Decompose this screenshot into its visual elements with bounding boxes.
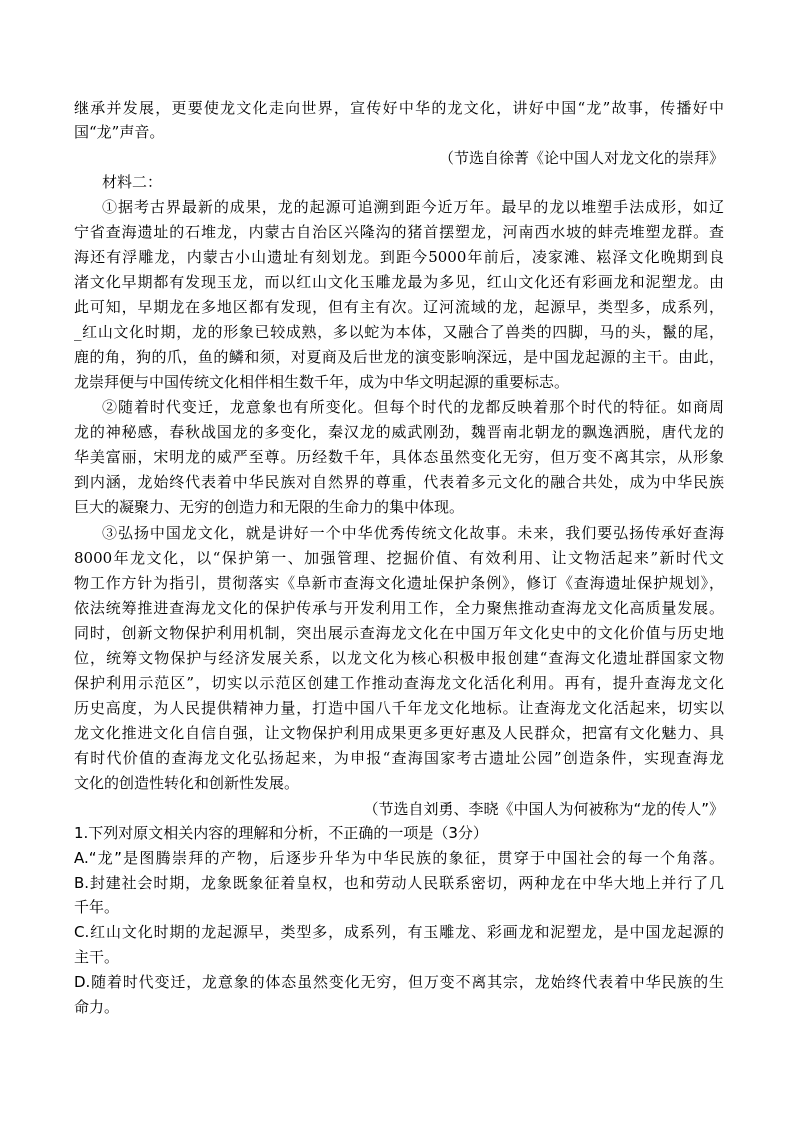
paragraph-line: 龙的神秘感，春秋战国龙的多变化，秦汉龙的威武刚劲，魏晋南北朝龙的飘逸洒脱，唐代龙的	[74, 423, 724, 441]
paragraph-line: 华美富丽，宋明龙的威严至尊。历经数千年，具体态虽然变化无穷，但万变不离其宗，从形象	[74, 448, 724, 466]
paragraph-line: ②随着时代变迁，龙意象也有所变化。但每个时代的龙都反映着那个时代的特征。如商周	[102, 398, 724, 416]
option-c-cont: 主干。	[74, 948, 120, 966]
paragraph-line: 鹿的角，狗的爪，鱼的鳞和须，对夏商及后世龙的演变影响深远，是中国龙起源的主干。由此，	[74, 348, 724, 366]
source-citation: （节选自刘勇、李晓《中国人为何被称为“龙的传人”》	[363, 800, 724, 818]
intro-line: 国“龙”声音。	[74, 123, 165, 141]
paragraph-line: 海还有浮雕龙，内蒙古小山遗址有刻划龙。到距今5000年前后，凌家滩、崧泽文化晚期到良	[74, 248, 724, 266]
paragraph-line: 文化的创造性转化和创新性发展。	[74, 774, 300, 792]
option-b: B.封建社会时期，龙象既象征着皇权，也和劳动人民联系密切，两种龙在中华大地上并行了几	[74, 874, 724, 892]
paragraph-line: 巨大的凝聚力、无穷的创造力和无限的生命力的集中体现。	[74, 498, 465, 516]
paragraph-line: _红山文化时期，龙的形象已较成熟，多以蛇为本体，又融合了兽类的四脚，马的头，鬣的尾，	[74, 323, 724, 341]
paragraph-line: 此可知，早期龙在多地区都有发现，但有主有次。辽河流域的龙，起源早，类型多，成系列，	[74, 298, 724, 316]
paragraph-line: 渚文化早期都有发现玉龙，而以红山文化玉雕龙最为多见，红山文化还有彩画龙和泥塑龙。由	[74, 273, 724, 291]
paragraph-line: 龙文化推进文化自信自强，让文物保护利用成果更多更好惠及人民群众，把富有文化魅力、具	[74, 724, 724, 742]
source-citation: （节选自徐菁《论中国人对龙文化的崇拜》	[438, 149, 724, 167]
section-heading: 材料二：	[102, 173, 163, 191]
intro-line: 继承并发展，更要使龙文化走向世界，宣传好中华的龙文化，讲好中国“龙”故事，传播好中	[74, 99, 724, 117]
paragraph-line: 宁省查海遗址的石堆龙，内蒙古自治区兴隆沟的猪首摆塑龙，河南西水坡的蚌壳堆塑龙群。查	[74, 223, 724, 241]
option-a: A.“龙”是图腾崇拜的产物，后逐步升华为中华民族的象征，贯穿于中国社会的每一个角落。	[74, 849, 724, 867]
paragraph-line: 同时，创新文物保护利用机制，突出展示查海龙文化在中国万年文化史中的文化价值与历史地	[74, 624, 724, 642]
option-c: C.红山文化时期的龙起源早，类型多，成系列，有玉雕龙、彩画龙和泥塑龙，是中国龙起源的	[74, 923, 724, 941]
paragraph-line: 位，统筹文物保护与经济发展关系，以龙文化为核心积极申报创建“查海文化遗址群国家文物	[74, 649, 724, 667]
question-stem: 1.下列对原文相关内容的理解和分析，不正确的一项是（3分）	[74, 824, 488, 842]
paragraph-line: 保护利用示范区”，切实以示范区创建工作推动查海龙文化活化利用。再有，提升查海龙文化	[74, 674, 724, 692]
option-d-cont: 命力。	[74, 998, 120, 1016]
paragraph-line: 依法统筹推进查海龙文化的保护传承与开发利用工作，全力聚焦推动查海龙文化高质量发展。	[74, 599, 724, 617]
paragraph-line: 历史高度，为人民提供精神力量，打造中国八千年龙文化地标。让查海龙文化活起来，切实以	[74, 699, 724, 717]
option-d: D.随着时代变迁，龙意象的体态虽然变化无穷，但万变不离其宗，龙始终代表着中华民族的生	[74, 973, 724, 991]
paragraph-line: 物工作方针为指引，贯彻落实《阜新市查海文化遗址保护条例》，修订《查海遗址保护规划》，	[74, 574, 724, 592]
paragraph-line: 龙崇拜便与中国传统文化相伴相生数千年，成为中华文明起源的重要标志。	[74, 373, 570, 391]
paragraph-line: 有时代价值的查海龙文化弘扬起来，为申报“查海国家考古遗址公园”创造条件，实现查海龙	[74, 749, 724, 767]
paragraph-line: ③弘扬中国龙文化，就是讲好一个中华优秀传统文化故事。未来，我们要弘扬传承好查海	[102, 524, 724, 542]
paragraph-line: ①据考古界最新的成果，龙的起源可追溯到距今近万年。最早的龙以堆塑手法成形，如辽	[102, 198, 724, 216]
paragraph-line: 8000年龙文化，以“保护第一、加强管理、挖掘价值、有效利用、让文物活起来”新时代文	[74, 549, 724, 567]
option-b-cont: 千年。	[74, 898, 120, 916]
paragraph-line: 到内涵，龙始终代表着中华民族对自然界的尊重，代表着多元文化的融合共处，成为中华民族	[74, 473, 724, 491]
